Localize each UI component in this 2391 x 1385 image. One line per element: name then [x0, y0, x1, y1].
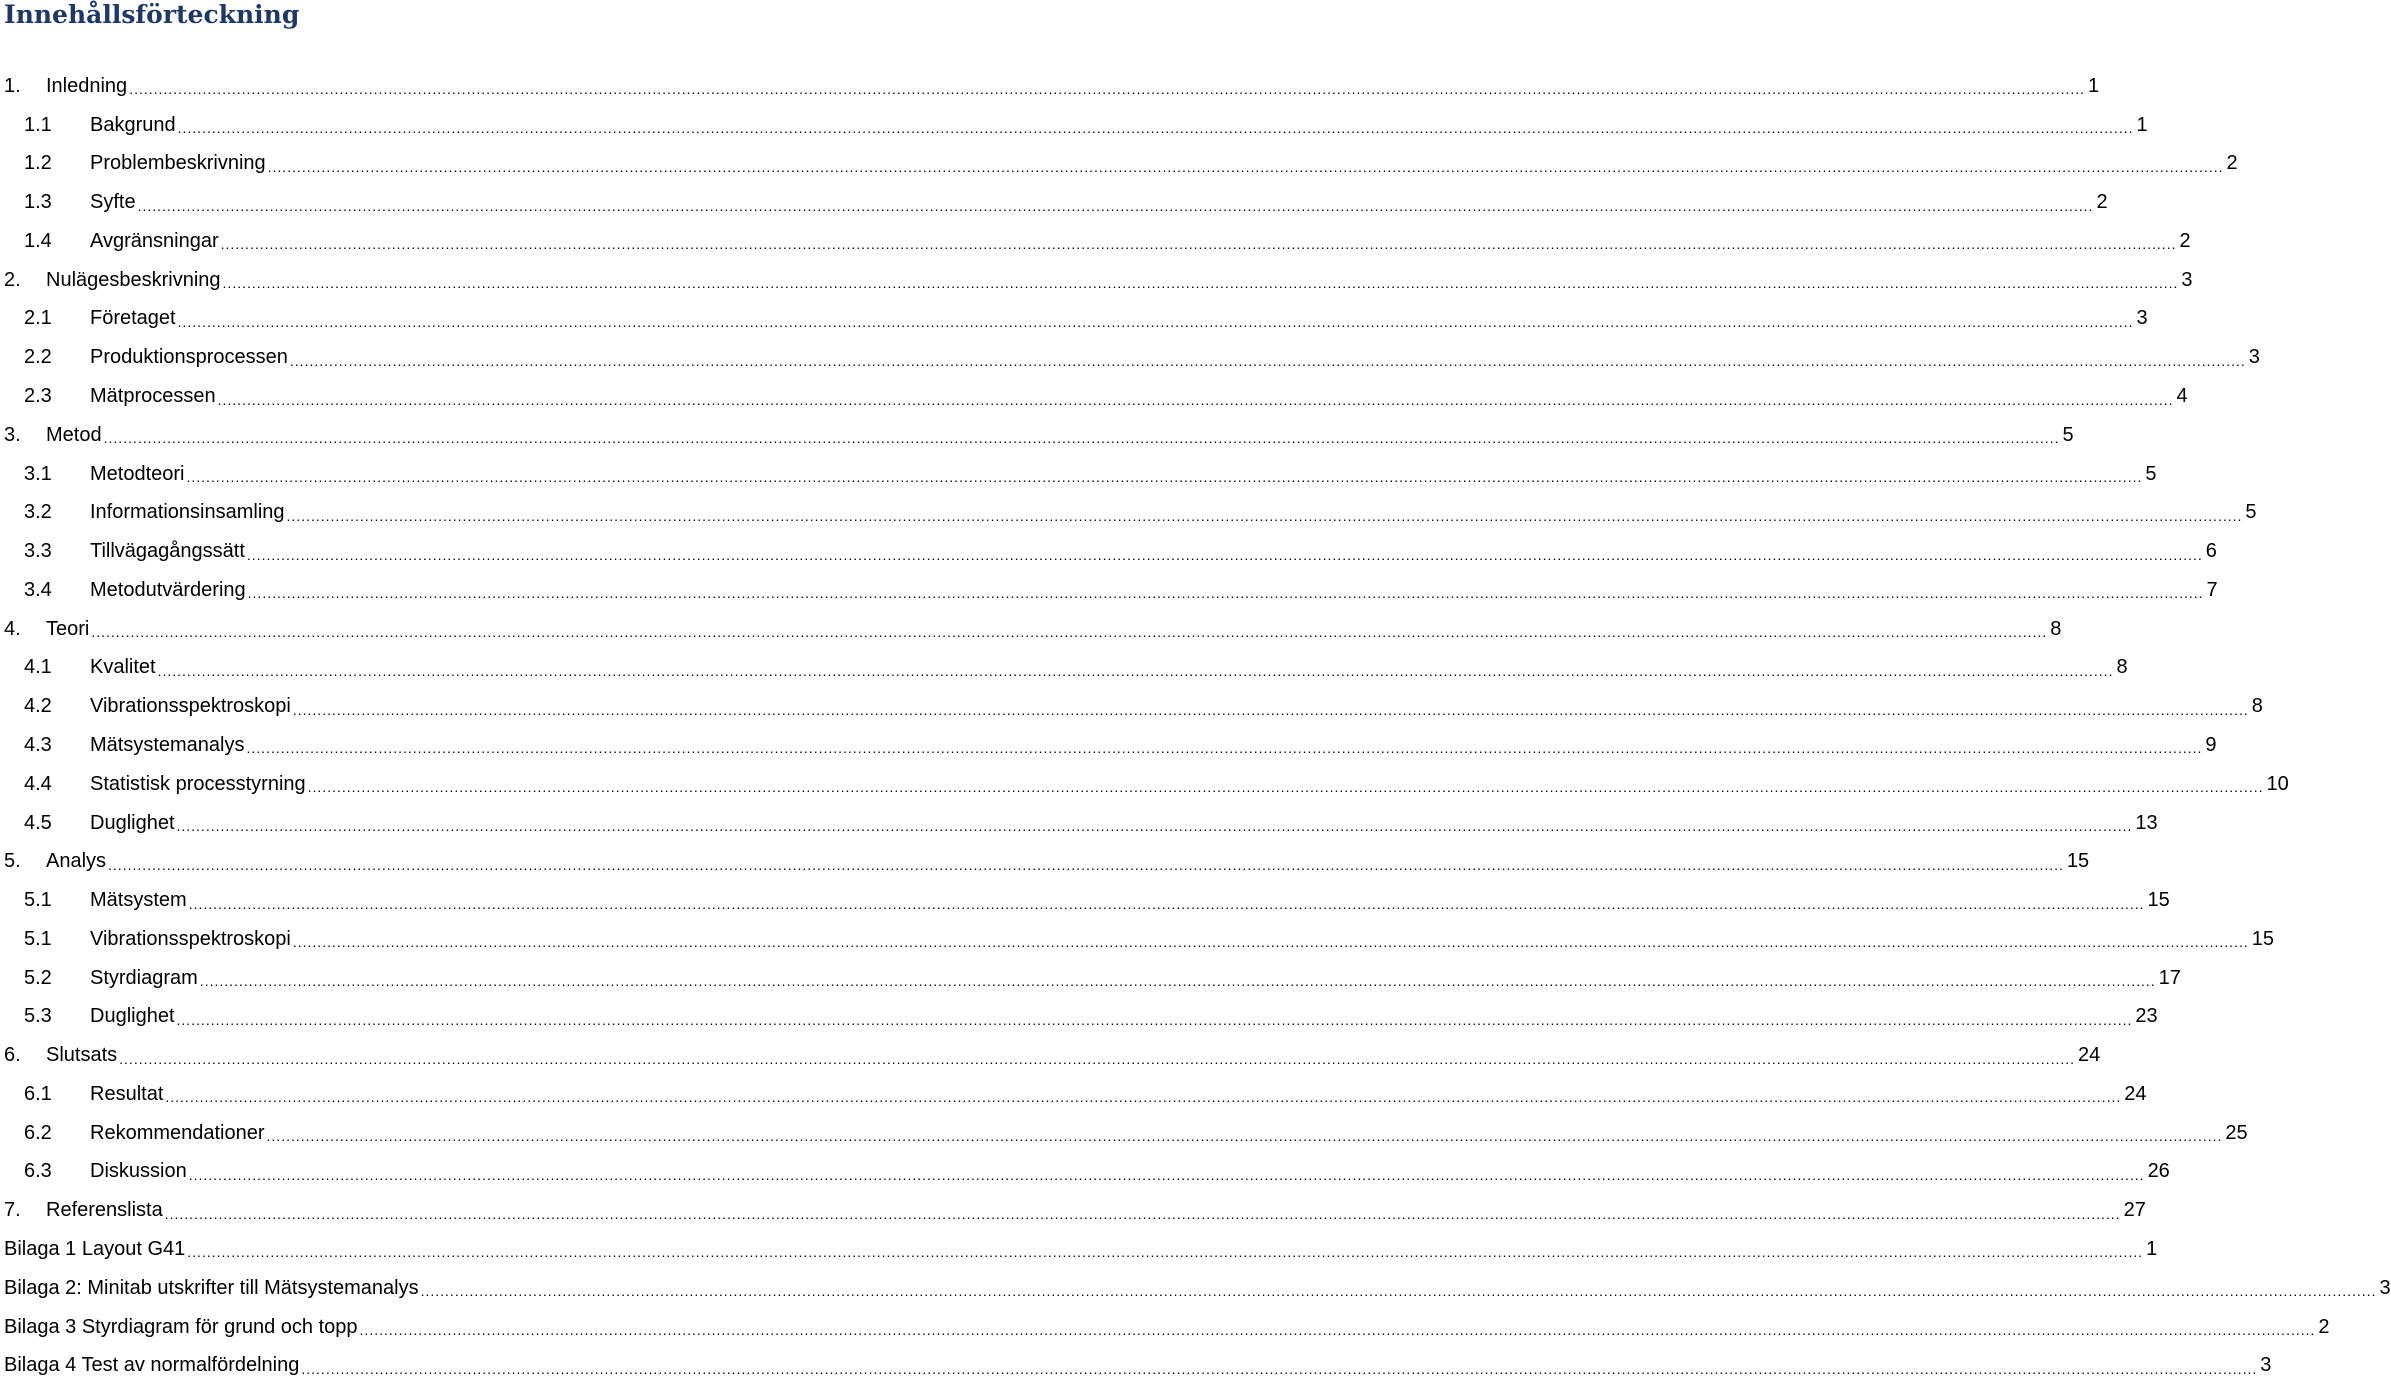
toc-entry-number: 6.1 — [24, 1082, 52, 1105]
toc-entry-page-number: 4 — [2176, 385, 2188, 408]
toc-entry-number: 5.2 — [24, 966, 52, 989]
toc-entry[interactable] — [24, 183, 2108, 222]
toc-entry-number: 1.2 — [24, 152, 52, 175]
toc-entry[interactable] — [4, 1346, 2272, 1385]
toc-entry-page-number: 15 — [2066, 850, 2090, 873]
toc-entry-number: 1.3 — [24, 191, 52, 214]
toc-entry-page-number: 24 — [2078, 1044, 2101, 1067]
toc-entry-number: 6.2 — [24, 1121, 52, 1144]
toc-entry-title: Referenslista — [46, 1199, 163, 1222]
toc-entry[interactable] — [4, 261, 2193, 300]
toc-entry[interactable] — [24, 222, 2191, 261]
toc-entry-number: 4.5 — [24, 811, 52, 834]
toc-entry-page-number: 24 — [2124, 1082, 2147, 1105]
toc-entry-title: Bilaga 2: Minitab utskrifter till Mätsystemanalys — [4, 1276, 419, 1299]
toc-entry[interactable] — [24, 765, 2289, 804]
toc-entry-page-number: 10 — [2266, 772, 2289, 795]
toc-entry-page-number: 5 — [2062, 423, 2074, 446]
toc-entry-number: 5.1 — [24, 889, 52, 912]
toc-entry[interactable] — [24, 804, 2158, 843]
dot-leader: ................................................................................................................................................................................................................................................................................................................................................................................................................ — [267, 158, 2224, 175]
toc-entry-page-number: 5 — [2145, 462, 2157, 485]
toc-entry[interactable] — [24, 920, 2274, 959]
toc-entry-title: Bakgrund — [90, 113, 176, 136]
toc-entry[interactable] — [4, 1269, 2391, 1308]
toc-entry[interactable] — [24, 300, 2148, 339]
toc-entry-page-number: 3 — [2248, 346, 2260, 369]
toc-entry[interactable] — [24, 881, 2170, 920]
dot-leader: ................................................................................................................................................................................................................................................................................................................................................................................................................ — [91, 624, 2048, 641]
toc-entry-number: 1. — [4, 74, 21, 97]
toc-entry-page-number: 15 — [2147, 889, 2170, 912]
toc-entry-title: Metodutvärdering — [90, 578, 246, 601]
dot-leader: ................................................................................................................................................................................................................................................................................................................................................................................................................ — [359, 1322, 2316, 1338]
toc-entry-page-number: 1 — [2136, 113, 2148, 136]
toc-entry-page-number: 17 — [2158, 966, 2181, 989]
toc-entry-page-number: 26 — [2147, 1160, 2170, 1183]
toc-entry-number: 6. — [4, 1044, 21, 1067]
toc-entry-title: Metod — [46, 423, 102, 446]
toc-entry-title: Vibrationsspektroskopi — [90, 927, 291, 950]
toc-entry-title: Mätsystemanalys — [90, 733, 245, 756]
toc-entry-title: Nulägesbeskrivning — [46, 268, 221, 291]
toc-entry-page-number: 8 — [2251, 695, 2263, 718]
dot-leader: ................................................................................................................................................................................................................................................................................................................................................................................................................ — [266, 1128, 2223, 1145]
toc-entry-title: Duglighet — [90, 1005, 175, 1028]
toc-entry[interactable] — [24, 145, 2238, 184]
toc-entry-title: Företaget — [90, 307, 176, 330]
toc-entry[interactable] — [24, 455, 2157, 494]
toc-entry-title: Duglighet — [90, 811, 175, 834]
dot-leader: ................................................................................................................................................................................................................................................................................................................................................................................................................ — [177, 313, 2134, 330]
toc-entry-title: Bilaga 4 Test av normalfördelning — [4, 1354, 300, 1377]
dot-leader: ................................................................................................................................................................................................................................................................................................................................................................................................................ — [108, 856, 2064, 873]
toc-entry-page-number: 8 — [2116, 656, 2128, 679]
dot-leader: ................................................................................................................................................................................................................................................................................................................................................................................................................ — [177, 120, 2134, 137]
toc-entry-number: 1.4 — [24, 229, 52, 252]
toc-entry-number: 5.3 — [24, 1005, 52, 1028]
toc-entry-number: 2.3 — [24, 385, 52, 408]
toc-entry-page-number: 1 — [2088, 74, 2100, 97]
toc-entry-title: Kvalitet — [90, 656, 156, 679]
dot-leader: ................................................................................................................................................................................................................................................................................................................................................................................................................ — [119, 1050, 2076, 1067]
toc-entry-title: Bilaga 3 Styrdiagram för grund och topp — [4, 1315, 358, 1338]
toc-entry-page-number: 2 — [2179, 229, 2191, 252]
toc-entry-number: 3.3 — [24, 540, 52, 563]
dot-leader: ................................................................................................................................................................................................................................................................................................................................................................................................................ — [103, 430, 2060, 447]
toc-entry-page-number: 15 — [2251, 927, 2274, 950]
toc-entry-page-number: 2 — [2318, 1315, 2330, 1338]
toc-entry-title: Mätsystem — [90, 889, 187, 912]
dot-leader: ................................................................................................................................................................................................................................................................................................................................................................................................................ — [164, 1205, 2121, 1222]
toc-entry-number: 5. — [4, 850, 21, 873]
toc-entry-title: Tillvägagångssätt — [90, 540, 245, 563]
toc-entry-title: Analys — [46, 850, 107, 873]
toc-entry[interactable] — [24, 1075, 2147, 1114]
toc-entry-number: 4. — [4, 617, 21, 640]
toc-entry[interactable] — [24, 726, 2217, 765]
toc-entry-title: Mätprocessen — [90, 385, 216, 408]
toc-entry-title: Diskussion — [90, 1160, 187, 1183]
dot-leader: ................................................................................................................................................................................................................................................................................................................................................................................................................ — [420, 1283, 2377, 1300]
toc-entry[interactable] — [24, 1114, 2248, 1153]
toc-entry-page-number: 6 — [2205, 540, 2217, 563]
toc-entry-page-number: 13 — [2135, 811, 2158, 834]
dot-leader: ................................................................................................................................................................................................................................................................................................................................................................................................................ — [188, 895, 2145, 912]
dot-leader: ................................................................................................................................................................................................................................................................................................................................................................................................................ — [307, 779, 2264, 796]
dot-leader: ................................................................................................................................................................................................................................................................................................................................................................................................................ — [187, 1244, 2144, 1261]
toc-entry[interactable] — [24, 493, 2257, 532]
toc-entry[interactable] — [4, 1036, 2101, 1075]
toc-entry-page-number: 3 — [2379, 1276, 2391, 1299]
dot-leader: ................................................................................................................................................................................................................................................................................................................................................................................................................ — [217, 391, 2174, 408]
toc-entry-number: 3.1 — [24, 462, 52, 485]
dot-leader: ................................................................................................................................................................................................................................................................................................................................................................................................................ — [176, 818, 2133, 834]
toc-entry[interactable] — [24, 377, 2188, 416]
toc-entry[interactable] — [24, 997, 2158, 1036]
toc-entry[interactable] — [4, 1230, 2158, 1269]
toc-entry[interactable] — [4, 1308, 2330, 1347]
toc-entry-number: 4.4 — [24, 772, 52, 795]
dot-leader: ................................................................................................................................................................................................................................................................................................................................................................................................................ — [176, 1011, 2133, 1028]
dot-leader: ................................................................................................................................................................................................................................................................................................................................................................................................................ — [137, 197, 2094, 214]
toc-entry-page-number: 3 — [2260, 1354, 2272, 1377]
toc-entry-title: Resultat — [90, 1082, 164, 1105]
dot-leader: ................................................................................................................................................................................................................................................................................................................................................................................................................ — [129, 81, 2086, 98]
toc-entry[interactable] — [4, 842, 2090, 881]
toc-entry-page-number: 8 — [2050, 617, 2062, 640]
toc-entry[interactable] — [24, 571, 2218, 610]
toc-entry-number: 1.1 — [24, 113, 52, 136]
toc-entry[interactable] — [4, 610, 2062, 649]
toc-entry-page-number: 2 — [2096, 191, 2108, 214]
toc-entry-title: Slutsats — [46, 1044, 118, 1067]
toc-entry[interactable] — [4, 1191, 2146, 1230]
toc-entry-number: 4.2 — [24, 695, 52, 718]
dot-leader: ................................................................................................................................................................................................................................................................................................................................................................................................................ — [188, 1166, 2145, 1183]
dot-leader: ................................................................................................................................................................................................................................................................................................................................................................................................................ — [292, 701, 2249, 718]
toc-entry-title: Vibrationsspektroskopi — [90, 695, 291, 718]
toc-entry-title: Produktionsprocessen — [90, 346, 288, 369]
toc-entry[interactable] — [24, 106, 2148, 145]
toc-entry-number: 4.1 — [24, 656, 52, 679]
toc-entry-number: 2.1 — [24, 307, 52, 330]
toc-entry-number: 4.3 — [24, 733, 52, 756]
dot-leader: ................................................................................................................................................................................................................................................................................................................................................................................................................ — [292, 934, 2249, 951]
toc-heading: Innehållsförteckning — [4, 0, 300, 29]
toc-entry-number: 3. — [4, 423, 21, 446]
dot-leader: ................................................................................................................................................................................................................................................................................................................................................................................................................ — [165, 1089, 2122, 1106]
toc-entry-title: Rekommendationer — [90, 1121, 265, 1144]
toc-entry-page-number: 2 — [2226, 152, 2238, 175]
dot-leader: ................................................................................................................................................................................................................................................................................................................................................................................................................ — [186, 469, 2143, 486]
toc-entry-page-number: 3 — [2136, 307, 2148, 330]
dot-leader: ................................................................................................................................................................................................................................................................................................................................................................................................................ — [222, 275, 2179, 292]
dot-leader: ................................................................................................................................................................................................................................................................................................................................................................................................................ — [220, 236, 2177, 253]
dot-leader: ................................................................................................................................................................................................................................................................................................................................................................................................................ — [246, 546, 2203, 563]
toc-entry-title: Problembeskrivning — [90, 152, 266, 175]
toc-entry-page-number: 5 — [2245, 501, 2257, 524]
dot-leader: ................................................................................................................................................................................................................................................................................................................................................................................................................ — [286, 507, 2243, 524]
toc-entry-page-number: 7 — [2206, 578, 2218, 601]
toc-entry-number: 2. — [4, 268, 21, 291]
toc-entry[interactable] — [4, 416, 2074, 455]
toc-entry-title: Teori — [46, 617, 90, 640]
toc-entry-number: 6.3 — [24, 1160, 52, 1183]
toc-entry-number: 3.4 — [24, 578, 52, 601]
toc-entry-title: Inledning — [46, 74, 128, 97]
toc-entry-page-number: 27 — [2123, 1199, 2146, 1222]
toc-entry-title: Informationsinsamling — [90, 501, 285, 524]
toc-entry-number: 7. — [4, 1199, 21, 1222]
dot-leader: ................................................................................................................................................................................................................................................................................................................................................................................................................ — [247, 585, 2204, 602]
toc-entry-title: Statistisk processtyrning — [90, 772, 306, 795]
toc-entry[interactable] — [24, 649, 2128, 688]
toc-entry-title: Bilaga 1 Layout G41 — [4, 1237, 186, 1260]
dot-leader: ................................................................................................................................................................................................................................................................................................................................................................................................................ — [289, 352, 2246, 369]
dot-leader: ................................................................................................................................................................................................................................................................................................................................................................................................................ — [199, 973, 2156, 990]
toc-entry-page-number: 3 — [2181, 268, 2193, 291]
toc-entry[interactable] — [24, 959, 2181, 998]
toc-entry[interactable] — [24, 532, 2217, 571]
toc-entry-page-number: 9 — [2205, 733, 2217, 756]
toc-entry-title: Syfte — [90, 191, 136, 214]
toc-entry[interactable] — [24, 1153, 2170, 1192]
toc-entry-title: Avgränsningar — [90, 229, 219, 252]
toc-entry-number: 3.2 — [24, 501, 52, 524]
toc-entry-page-number: 25 — [2225, 1121, 2248, 1144]
toc-entry-title: Styrdiagram — [90, 966, 198, 989]
dot-leader: ................................................................................................................................................................................................................................................................................................................................................................................................................ — [157, 662, 2114, 679]
toc-entry[interactable] — [4, 67, 2100, 106]
toc-entry[interactable] — [24, 687, 2263, 726]
dot-leader: ................................................................................................................................................................................................................................................................................................................................................................................................................ — [246, 740, 2203, 757]
toc-entry-number: 2.2 — [24, 346, 52, 369]
toc-entry-title: Metodteori — [90, 462, 185, 485]
toc-entry-number: 5.1 — [24, 927, 52, 950]
toc-entry-page-number: 23 — [2135, 1005, 2158, 1028]
toc-entry[interactable] — [24, 338, 2260, 377]
toc-entry-page-number: 1 — [2146, 1237, 2158, 1260]
dot-leader: ................................................................................................................................................................................................................................................................................................................................................................................................................ — [301, 1360, 2258, 1377]
